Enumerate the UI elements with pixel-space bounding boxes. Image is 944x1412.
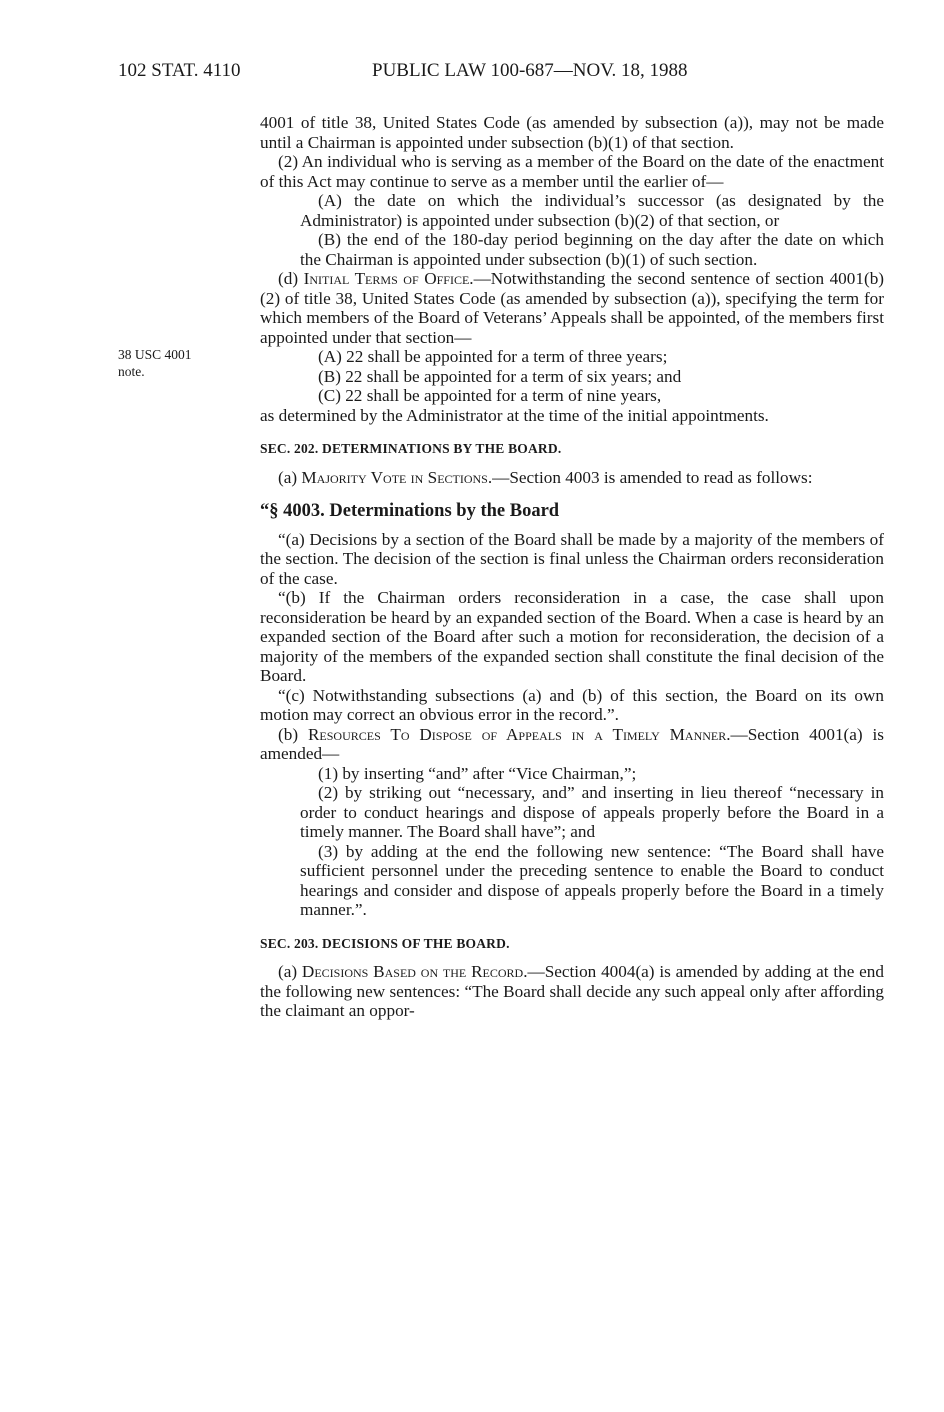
subsection-d-text: —Notwithstanding the second sentence of section 4001(b)(2) of title 38, United States Code (as amended by subsection (a)), specifying the term for which members of the Board of Veterans’ Appeals shall be appointed, of the members first appointed under that section— [260, 269, 885, 347]
clause-2a: (A) the date on which the individual’s successor (as designated by the Administrator) is appointed under subsection (b)(2) of that section, or [300, 191, 884, 230]
paragraph-2: (2) An individual who is serving as a member of the Board on the date of the enactment of this Act may continue to serve as a member until the earlier of— [260, 152, 884, 191]
section-202-heading: SEC. 202. DETERMINATIONS BY THE BOARD. [260, 441, 562, 456]
subsection-202a-text: —Section 4003 is amended to read as follows: [492, 467, 813, 487]
subsection-202a [260, 468, 884, 488]
subsection-202b-heading: Resources To Dispose of Appeals in a Timely Manner. [307, 724, 731, 744]
paragraph-continuation: 4001 of title 38, United States Code (as amended by subsection (a)), may not be made until a Chairman is appointed under subsection (b)(1) of that section. [260, 113, 884, 152]
clause-b1: (1) by inserting “and” after “Vice Chairman,”; [318, 763, 637, 783]
section-4003-b: “(b) If the Chairman orders reconsideration in a case, the case shall upon reconsideration be heard by an expanded section of the Board. When a case is heard by an expanded section of the Board after such a motion for reconsideration, the decision of a majority of the members of the expanded section shall constitute the final decision of the Board. [260, 588, 884, 685]
subsection-202a-heading: Majority Vote in Sections. [301, 467, 493, 487]
subsection-d-heading: Initial Terms of Office. [303, 269, 474, 288]
section-203-heading: SEC. 203. DECISIONS OF THE BOARD. [260, 935, 510, 951]
subsection-203a-text: —Section 4004(a) is amended by adding at the end the following new sentences: “The Board shall decide any such appeal only after affording the claimant an oppor- [260, 962, 884, 1020]
subsection-202a-label: (a) [278, 467, 302, 487]
margin-note-label: note. [118, 364, 145, 379]
section-4003-heading: “§ 4003. Determinations by the Board [260, 501, 560, 521]
statute-page-number: 102 STAT. 4110 [118, 60, 241, 81]
subsection-203a-label: (a) [278, 962, 302, 981]
clause-b2: (2) by striking out “necessary, and” and inserting in lieu thereof “necessary in order to conduct hearings and dispose of appeals properly before the Board in a timely manner. The Board shall have”; and [300, 783, 884, 841]
clause-b3: (3) by adding at the end the following new sentence: “The Board shall have sufficient personnel under the preceding sentence to enable the Board to conduct hearings and consider and dispose of appeals properly before the Board in a timely manner.”. [300, 841, 884, 919]
section-4003-c: “(c) Notwithstanding subsections (a) and (b) of this section, the Board on its own motion may correct an obvious error in the record.”. [260, 685, 884, 724]
clause-2b: (B) the end of the 180-day period beginning on the day after the date on which the Chairman is appointed under subsection (b)(1) of such section. [300, 230, 884, 269]
margin-note [118, 346, 248, 380]
subsection-203a [260, 962, 884, 1021]
subsection-202b-text: —Section 4001(a) is amended— [260, 724, 884, 763]
subsection-202b [260, 725, 884, 764]
body-text [260, 113, 884, 1021]
subsection-d-label: (d) [278, 269, 304, 288]
subsection-202b-label: (b) [278, 724, 308, 744]
clause-dC: (C) 22 shall be appointed for a term of nine years, [318, 386, 662, 405]
section-4003-a: “(a) Decisions by a section of the Board shall be made by a majority of the members of the section. The decision of the section is final unless the Chairman orders reconsideration of the case. [260, 529, 884, 588]
subsection-d [260, 269, 884, 347]
margin-note-citation: 38 USC 4001 [118, 347, 192, 362]
subsection-203a-heading: Decisions Based on the Record. [301, 962, 528, 981]
subsection-d-closing: as determined by the Administrator at the time of the initial appointments. [260, 405, 769, 425]
public-law-header: PUBLIC LAW 100-687—NOV. 18, 1988 [372, 60, 688, 81]
clause-dA: (A) 22 shall be appointed for a term of three years; [318, 347, 668, 366]
clause-dB: (B) 22 shall be appointed for a term of six years; and [318, 366, 682, 386]
